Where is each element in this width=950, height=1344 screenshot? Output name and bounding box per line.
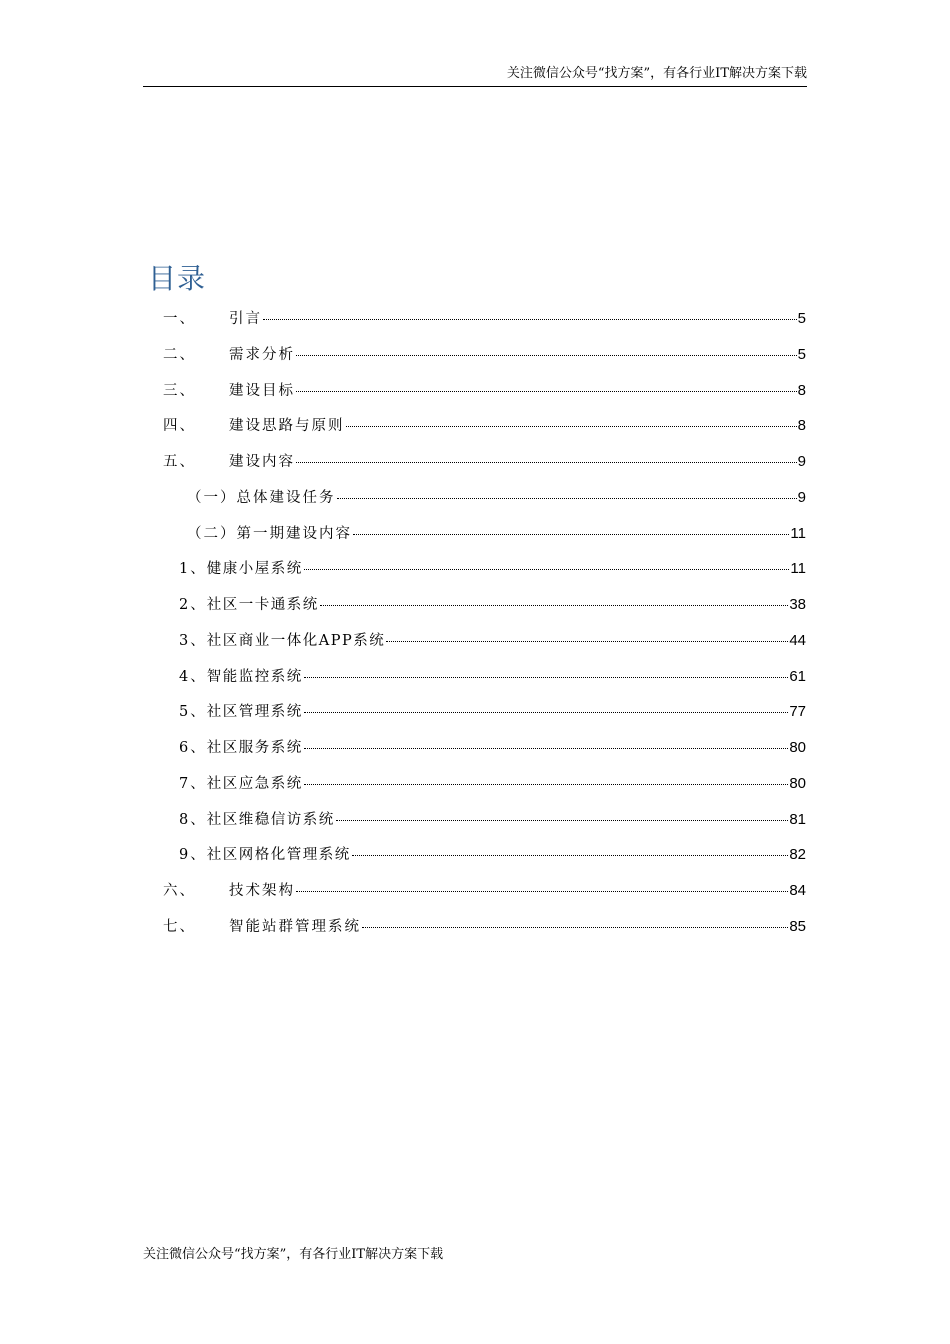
- toc-dot-leader: [296, 462, 797, 463]
- toc-dot-leader: [386, 641, 788, 642]
- toc-entry-number: 二、: [163, 346, 196, 363]
- page-header: [143, 64, 807, 87]
- toc-entry-label: 第一期建设内容: [236, 525, 352, 542]
- toc-entry-label: 社区维稳信访系统: [206, 811, 335, 828]
- toc-entry-page: 8: [797, 381, 806, 399]
- table-of-contents: [0, 302, 950, 946]
- toc-entry-page: 80: [789, 774, 806, 792]
- toc-entry-page: 85: [789, 917, 806, 935]
- toc-entry-number: 7、: [179, 775, 207, 792]
- toc-dot-leader: [352, 855, 789, 856]
- toc-entry-requirements[interactable]: [0, 338, 950, 374]
- toc-entry-health-cabin[interactable]: [0, 552, 950, 588]
- toc-entry-page: 84: [789, 882, 806, 899]
- toc-dot-leader: [296, 355, 797, 356]
- page-footer: 关注微信公众号“找方案”，有各行业IT解决方案下载: [143, 1247, 444, 1262]
- toc-entry-page: 5: [797, 345, 806, 363]
- toc-entry-page: 9: [797, 488, 806, 506]
- toc-entry-label: 社区商业一体化APP系统: [206, 632, 386, 649]
- toc-dot-leader: [296, 391, 797, 392]
- toc-entry-number: 3、: [179, 632, 207, 649]
- toc-entry-label: 智能站群管理系统: [229, 918, 361, 935]
- toc-entry-card-system[interactable]: [0, 588, 950, 624]
- toc-entry-number: 四、: [163, 418, 196, 435]
- toc-dot-leader: [304, 712, 789, 713]
- toc-entry-page: 5: [797, 310, 806, 327]
- toc-entry-label: 建设思路与原则: [229, 418, 345, 435]
- toc-entry-commerce-app[interactable]: [0, 624, 950, 660]
- toc-entry-phase-one[interactable]: [0, 517, 950, 553]
- toc-title: 目录: [148, 262, 207, 295]
- toc-entry-label: 技术架构: [229, 883, 295, 899]
- toc-entry-number: 2、: [179, 597, 207, 613]
- toc-entry-architecture[interactable]: [0, 874, 950, 910]
- toc-dot-leader: [337, 498, 797, 499]
- toc-entry-site-cluster[interactable]: [0, 910, 950, 946]
- toc-entry-page: 44: [789, 631, 806, 649]
- toc-entry-content[interactable]: [0, 445, 950, 481]
- toc-entry-number: 4、: [179, 668, 207, 685]
- toc-entry-number: 5、: [179, 704, 207, 721]
- toc-entry-label: 建设目标: [229, 382, 295, 399]
- toc-entry-page: 9: [797, 453, 806, 470]
- toc-entry-label: 总体建设任务: [236, 489, 336, 506]
- toc-dot-leader: [304, 748, 789, 749]
- toc-entry-label: 社区服务系统: [206, 740, 303, 756]
- toc-entry-goals[interactable]: [0, 374, 950, 410]
- toc-entry-monitoring[interactable]: [0, 660, 950, 696]
- toc-entry-principles[interactable]: [0, 409, 950, 445]
- toc-entry-grid-management[interactable]: [0, 838, 950, 874]
- toc-entry-number: 9、: [179, 847, 207, 864]
- toc-dot-leader: [304, 569, 790, 570]
- toc-entry-label: 智能监控系统: [206, 668, 303, 685]
- toc-entry-number: （一）: [187, 489, 237, 506]
- toc-entry-service[interactable]: [0, 731, 950, 767]
- toc-entry-number: 6、: [179, 740, 207, 756]
- toc-entry-label: 社区应急系统: [206, 775, 303, 792]
- toc-entry-page: 11: [790, 560, 806, 578]
- toc-entry-number: 三、: [163, 382, 196, 399]
- toc-entry-label: 社区管理系统: [206, 704, 303, 721]
- toc-entry-petition[interactable]: [0, 803, 950, 839]
- toc-dot-leader: [263, 319, 797, 320]
- toc-entry-page: 80: [789, 739, 806, 756]
- toc-entry-number: 五、: [163, 454, 196, 470]
- toc-entry-label: 需求分析: [229, 346, 295, 363]
- toc-dot-leader: [346, 426, 797, 427]
- toc-entry-page: 8: [797, 417, 806, 435]
- toc-entry-page: 77: [789, 703, 806, 721]
- toc-entry-page: 82: [789, 846, 806, 864]
- toc-entry-number: 8、: [179, 811, 207, 828]
- header-text: 关注微信公众号“找方案”，有各行业IT解决方案下载: [506, 66, 807, 81]
- toc-dot-leader: [362, 927, 788, 928]
- toc-dot-leader: [320, 605, 789, 606]
- toc-entry-label: 建设内容: [229, 454, 295, 470]
- toc-dot-leader: [353, 534, 789, 535]
- toc-entry-number: 一、: [163, 311, 196, 327]
- toc-dot-leader: [336, 820, 789, 821]
- toc-entry-number: 六、: [163, 883, 196, 899]
- toc-entry-overall-tasks[interactable]: [0, 481, 950, 517]
- toc-entry-number: 七、: [163, 918, 196, 935]
- toc-entry-page: 61: [789, 667, 806, 685]
- toc-entry-label: 社区网格化管理系统: [206, 847, 351, 864]
- toc-entry-label: 社区一卡通系统: [206, 597, 319, 613]
- toc-entry-label: 引言: [229, 311, 262, 327]
- toc-entry-management[interactable]: [0, 695, 950, 731]
- toc-entry-page: 11: [790, 524, 806, 542]
- toc-entry-number: （二）: [187, 525, 237, 542]
- toc-entry-page: 38: [789, 596, 806, 613]
- toc-dot-leader: [296, 891, 788, 892]
- toc-entry-label: 健康小屋系统: [206, 561, 303, 578]
- toc-dot-leader: [304, 784, 789, 785]
- toc-entry-introduction[interactable]: [0, 302, 950, 338]
- toc-entry-number: 1、: [179, 561, 207, 578]
- toc-dot-leader: [304, 677, 789, 678]
- toc-entry-page: 81: [789, 810, 806, 828]
- toc-entry-emergency[interactable]: [0, 767, 950, 803]
